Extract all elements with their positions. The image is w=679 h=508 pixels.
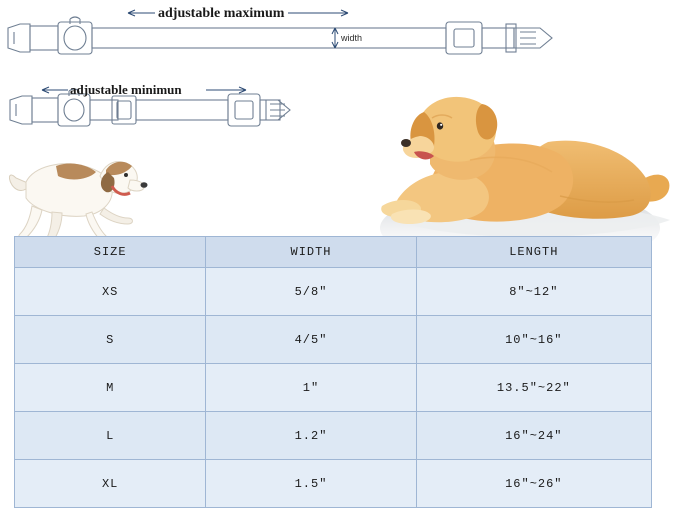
cell-width: 5/8" bbox=[206, 268, 416, 316]
cell-size: XL bbox=[15, 460, 206, 508]
table-row bbox=[15, 460, 652, 508]
table-header-row bbox=[15, 237, 652, 268]
cell-width: 4/5" bbox=[206, 316, 416, 364]
cell-size: M bbox=[15, 364, 206, 412]
cell-width: 1" bbox=[206, 364, 416, 412]
cell-size: S bbox=[15, 316, 206, 364]
table-row bbox=[15, 412, 652, 460]
cell-length: 8"~12" bbox=[416, 268, 651, 316]
running-dog-illustration bbox=[9, 162, 147, 246]
cell-length: 16"~26" bbox=[416, 460, 651, 508]
cell-width: 1.2" bbox=[206, 412, 416, 460]
size-chart-table bbox=[14, 236, 652, 508]
table-row bbox=[15, 268, 652, 316]
column-header-size: SIZE bbox=[15, 237, 206, 268]
cell-length: 13.5"~22" bbox=[416, 364, 651, 412]
cell-size: XS bbox=[15, 268, 206, 316]
cell-length: 10"~16" bbox=[416, 316, 651, 364]
adjustable-minimum-label: adjustable minimun bbox=[70, 82, 182, 97]
cell-length: 16"~24" bbox=[416, 412, 651, 460]
collar-diagram-maximum bbox=[8, 17, 552, 54]
width-dimension-arrow bbox=[332, 28, 338, 48]
column-header-width: WIDTH bbox=[206, 237, 416, 268]
cell-size: L bbox=[15, 412, 206, 460]
cell-width: 1.5" bbox=[206, 460, 416, 508]
table-row bbox=[15, 316, 652, 364]
adjustable-maximum-label: adjustable maximum bbox=[158, 6, 285, 21]
table-row bbox=[15, 364, 652, 412]
width-label: width bbox=[341, 33, 363, 43]
column-header-length: LENGTH bbox=[416, 237, 651, 268]
